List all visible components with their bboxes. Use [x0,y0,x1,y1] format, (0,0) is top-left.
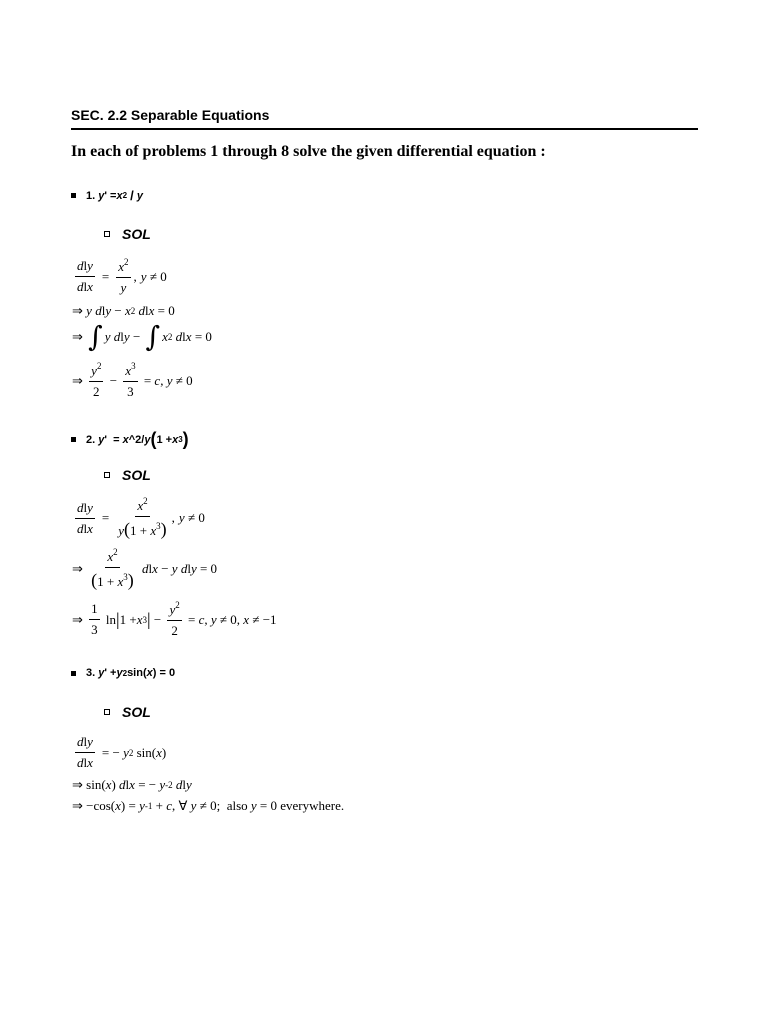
math-line: ⇒ $\frac{1}{3}$ ln | 1 + x 3 | − $\frac{y^2}{2}$ = c , y ≠ 0, x ≠ −1 [72,600,277,638]
math-line: ⇒ −cos( x ) = y -1 + c , ∀ y ≠ 0; also y = 0 everywhere. [72,798,345,813]
sol-label: SOL [122,226,151,242]
problem-2: 2. y ' = x ^2/ y ( 1 + x 3 ) [71,429,189,450]
sol-heading-1 [104,226,151,242]
word-also: also [226,798,248,813]
section-title: SEC. 2.2 Separable Equations [71,107,270,123]
math-line: $\frac{\text{dly}}{\text{dlx}}$ = $\frac{x^2}{y(1 + x^3)}$ , y ≠ 0 [77,496,205,539]
math-line: ⇒ y d l y − x 2 d l x = 0 [72,303,175,318]
math-line: ⇒ ∫ y d l y − ∫ x 2 d l x = 0 [72,320,212,353]
section-rule [71,128,698,130]
math-line: $\frac{\text{dly}}{\text{dlx}}$ = − y 2 sin( x ) [77,734,167,770]
math-line: ⇒ $\frac{y^2}{2}$ − $\frac{x^3}{3}$ = c , y ≠ 0 [72,361,193,399]
sol-heading-3 [104,704,151,720]
bullet-icon [71,671,76,676]
bullet-icon [71,193,76,198]
problem-number: 1. [86,189,96,202]
math-line: ⇒ sin( x ) d l x = − y -2 d l y [72,777,192,792]
problem-number: 2. [86,433,96,446]
word-everywhere: everywhere. [280,798,345,813]
square-bullet-icon [104,709,110,715]
sol-label: SOL [122,704,151,720]
sol-label: SOL [122,467,151,483]
square-bullet-icon [104,231,110,237]
problem-number: 3. [86,667,96,679]
bullet-icon [71,437,76,442]
problem-3: 3. y ' + y 2 sin( x ) = 0 [71,667,175,679]
intro-text: In each of problems 1 through 8 solve the given differential equation : [71,143,546,160]
square-bullet-icon [104,472,110,478]
math-line: ⇒ $\frac{x^2}{(1 + x^3)}$ d l x − y d l y = 0 [72,547,218,590]
sol-heading-2 [104,467,151,483]
problem-1: 1. y ' = x 2 / y [71,188,143,203]
math-line: $\frac{\text{dly}}{\text{dlx}}$ = $\frac{x^2}{y}$ , y ≠ 0 [77,257,167,295]
